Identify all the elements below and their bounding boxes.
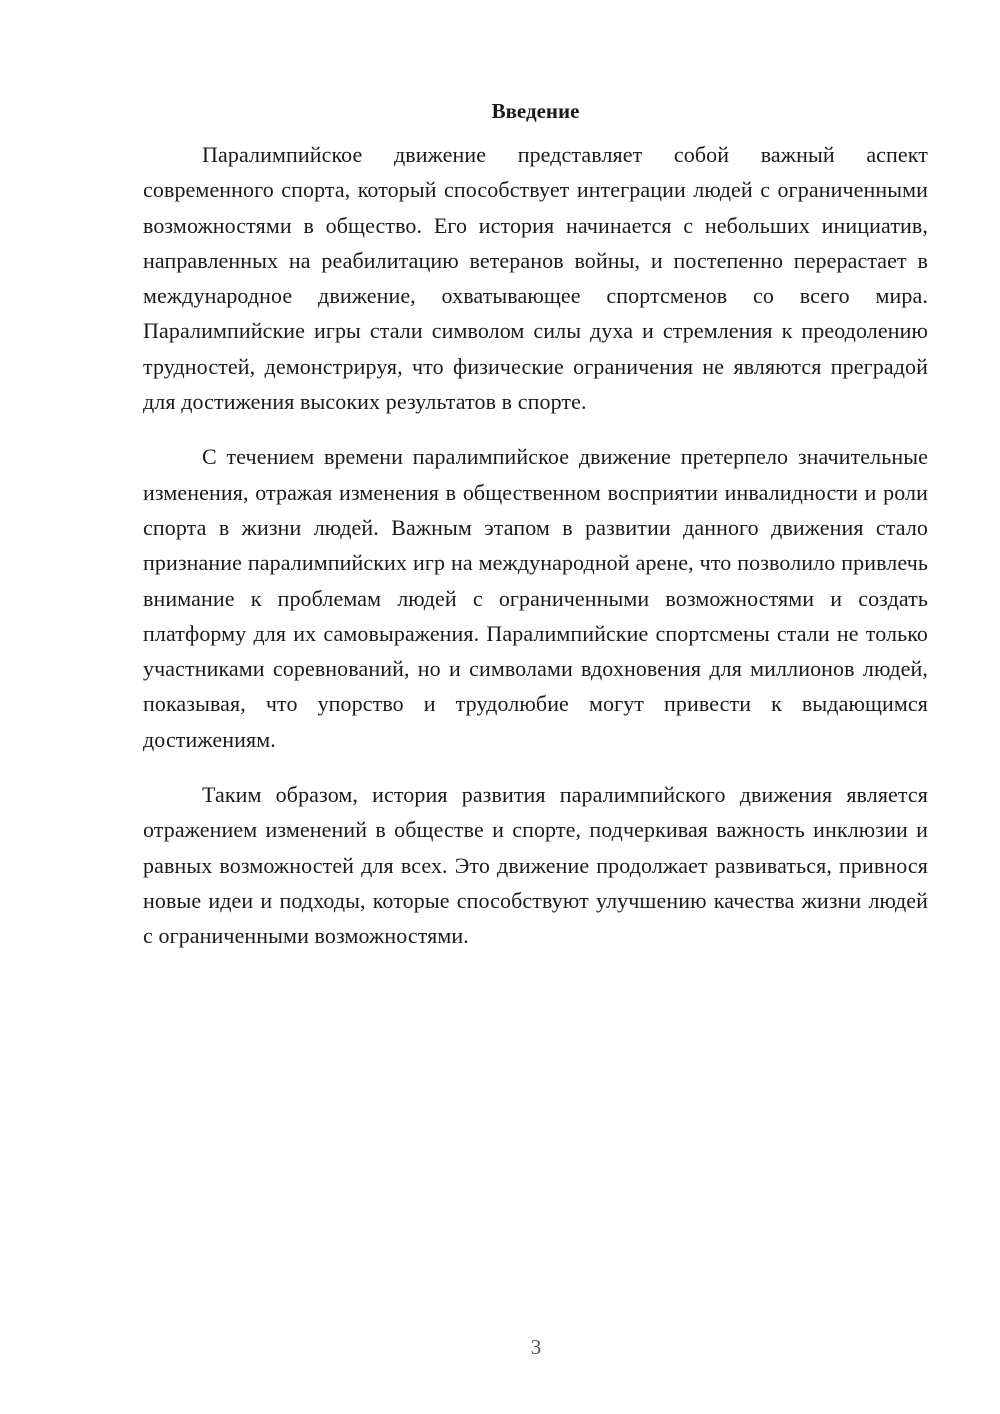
page-heading: Введение bbox=[491, 99, 580, 123]
page-number: 3 bbox=[530, 1335, 542, 1359]
paragraph-3: Таким образом, история развития паралимпийского движения является отражением изменений в обществе и спорте, подчеркивая важность инклюзии и равных возможностей для всех. Это движение продолжает развиваться, привнося новые идеи и подходы, которые способствуют улучшению качества жизни людей с ограниченными возможностями. bbox=[143, 782, 928, 949]
paragraph-2: С течением времени паралимпийское движение претерпело значительные изменения, отражая изменения в общественном восприятии инвалидности и роли спорта в жизни людей. Важным этапом в развитии данного движения стало признание паралимпийских игр на международной арене, что позволило привлечь внимание к проблемам людей с ограниченными возможностями и создать платформу для их самовыражения. Паралимпийские спортсмены стали не только участниками соревнований, но и символами вдохновения для миллионов людей, показывая, что упорство и трудолюбие могут привести к выдающимся достижениям. bbox=[143, 444, 928, 752]
page-content bbox=[143, 96, 928, 974]
paragraph-1: Паралимпийское движение представляет собой важный аспект современного спорта, который способствует интеграции людей с ограниченными возможностями в общество. Его история начинается с небольших инициатив, направленных на реабилитацию ветеранов войны, и постепенно перерастает в международное движение, охватывающее спортсменов со всего мира. Паралимпийские игры стали символом силы духа и стремления к преодолению трудностей, демонстрируя, что физические ограничения не являются преградой для достижения высоких результатов в спорте. bbox=[143, 142, 928, 415]
